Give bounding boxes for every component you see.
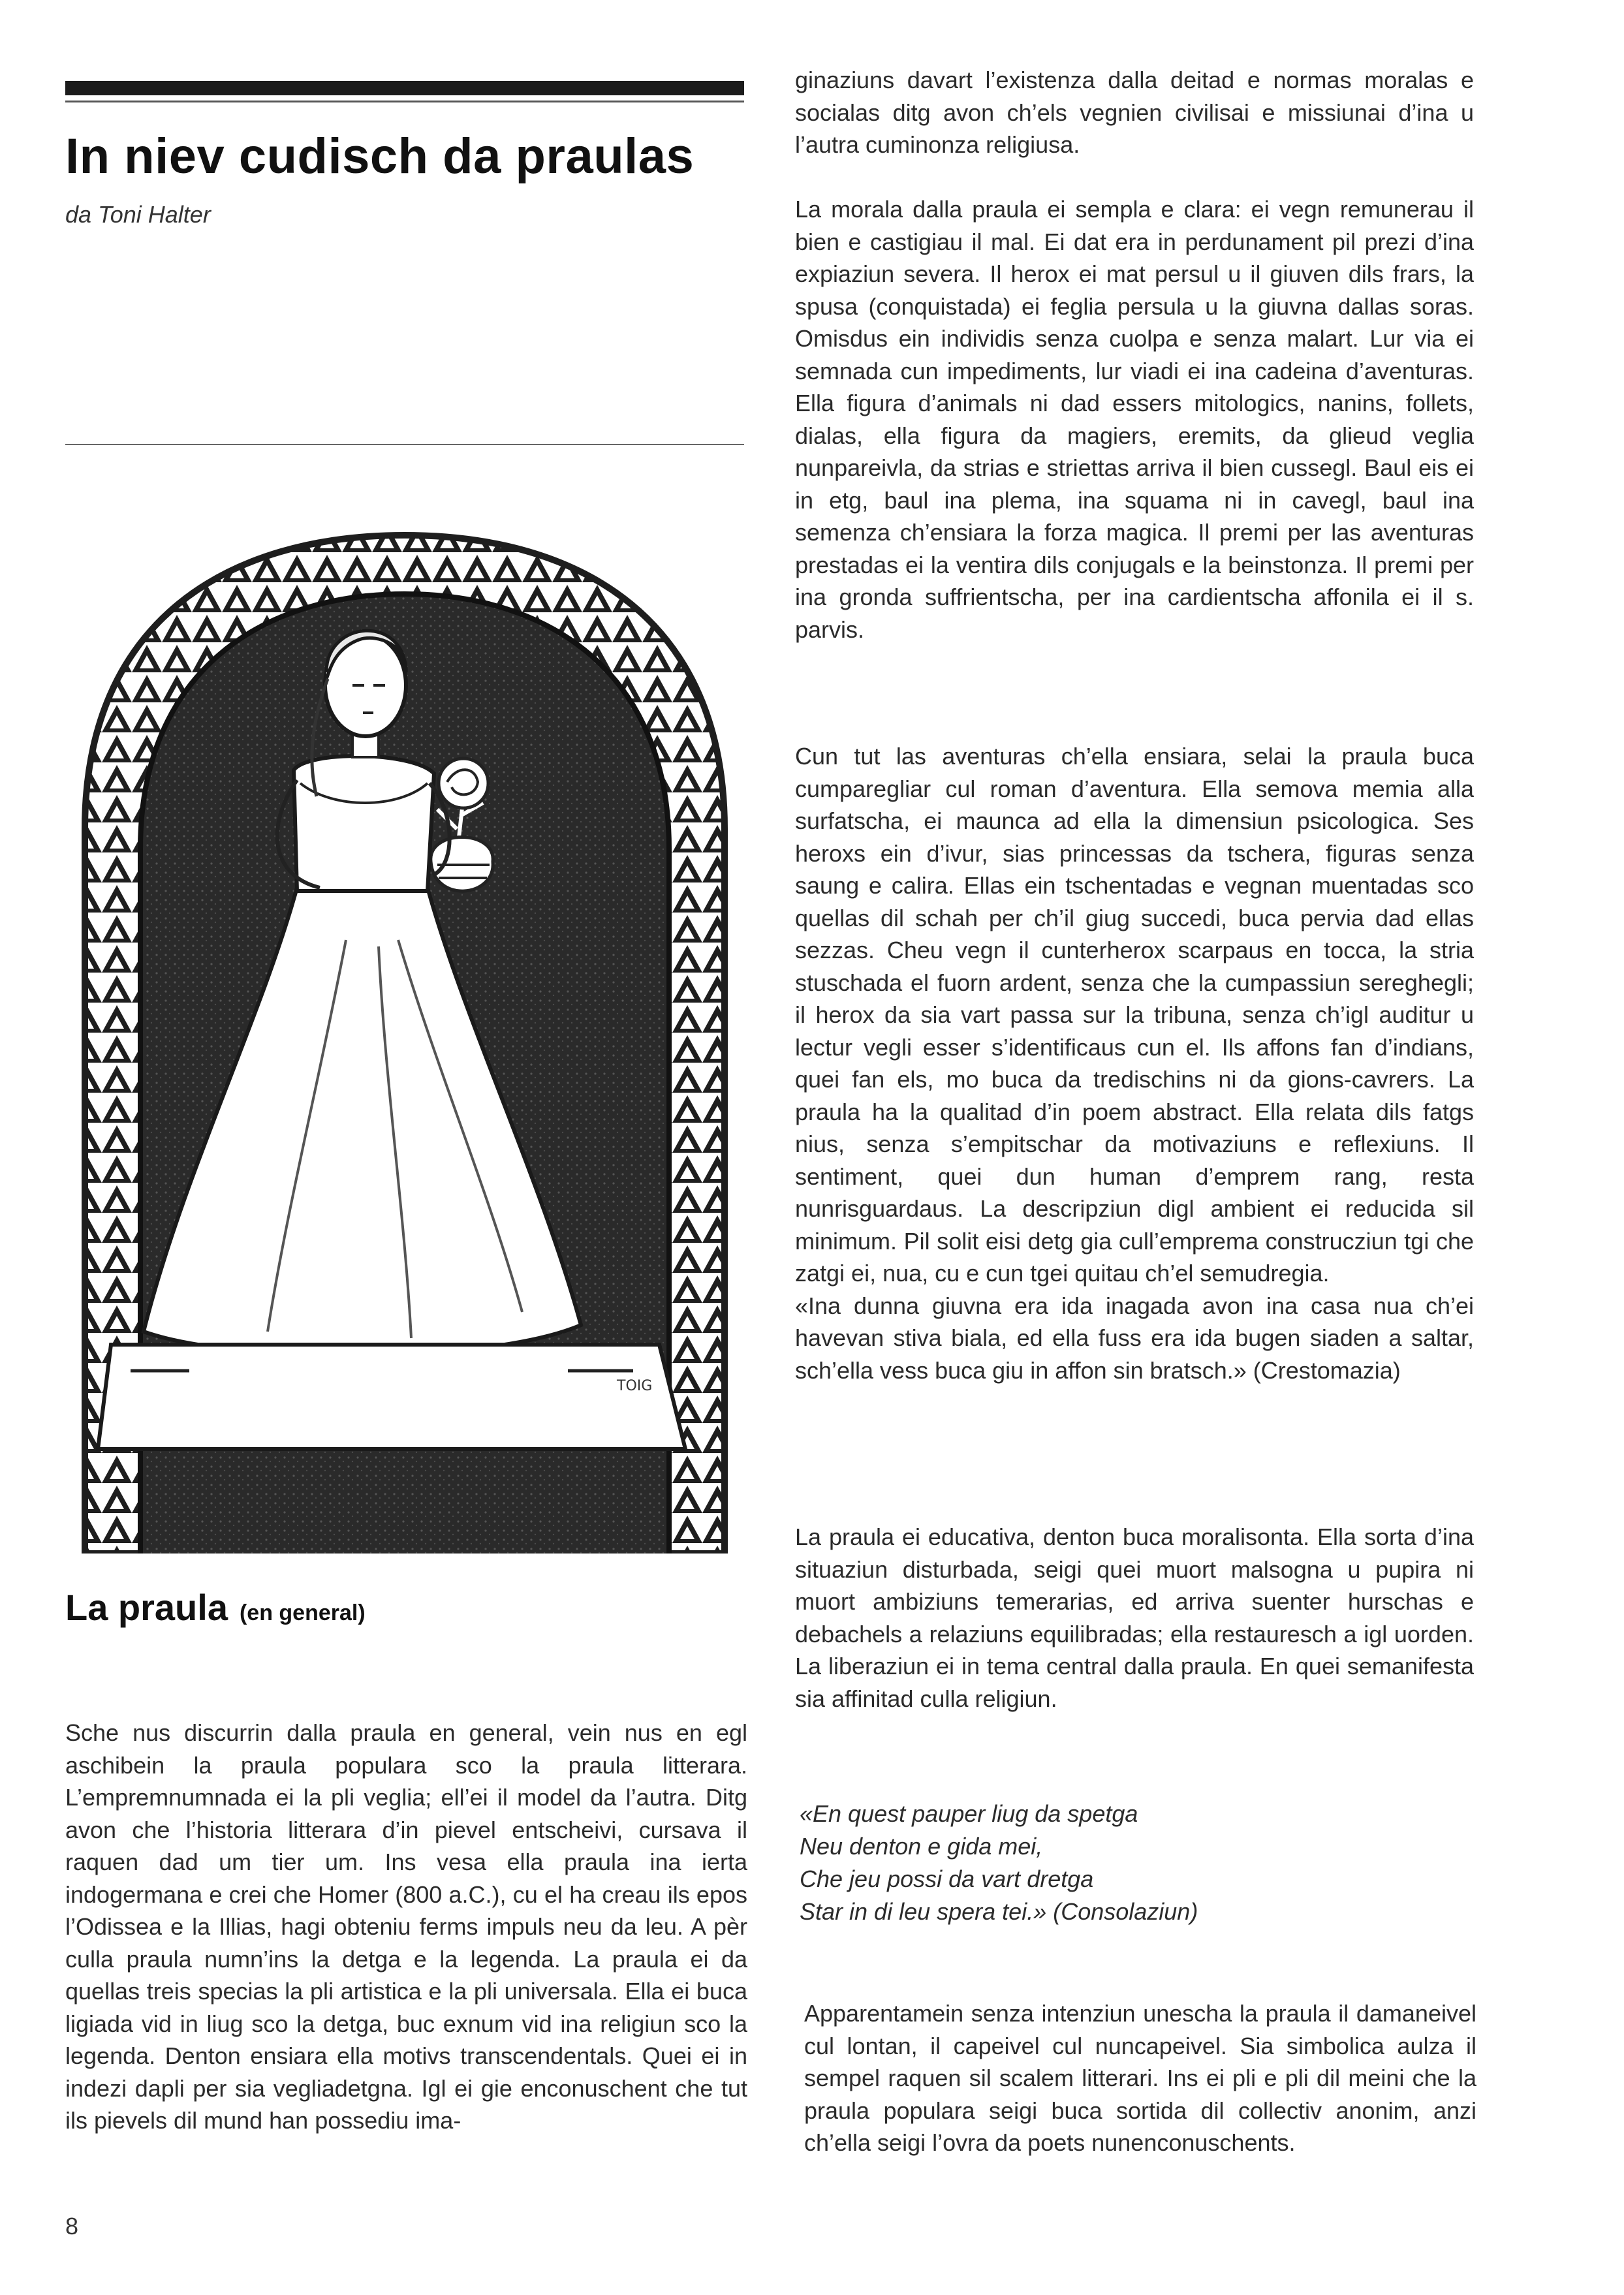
section-subtitle: (en general) [239,1600,366,1625]
page-number: 8 [65,2213,79,2240]
section-title: La praula [65,1587,228,1628]
poem-line: Neu denton e gida mei, [800,1833,1043,1860]
right-paragraph-3-body: Cun tut las aventuras ch’ella ensiara, selai la praula buca cumparegliar cul roman d’aventura. Ella semova memia alla surfatscha, ei maunca ad ella la dimensiun psicologica. Ses heroxs ein d’ivur, sias princessas da tschera, figuras senza saung e calira. Ellas ein tschentadas e vegnan muentadas sco quellas dil schah per ch’il giug succedi, buca pervia dad ellas sezzas. Cheu vegn il cunterherox scarpaus en tocca, la stria stuschada el fuorn ardent, senza che la cumpassiun sereghegli; il herox da sia vart passa sur la tribuna, senza ch’igl auditur u lectur vegli esser s’identificaus cun el. Ils affons fan d’indians, quei fan els, mo buca da tredischins ni da gions-cavrers. La praula ha la qualitad d’in poem abstract. Ella relata dils fatgs nius, senza s’empitschar da motivaziuns e reflexiuns. Il sentiment, quei dun human d’emprem rang, resta nunrisguardaus. La descripziun digl ambient ei reducida sil minimum. Pil solit eisi detg gia cull’emprema construcziun tgi che zatgi ei, nua, cu e cun tgei quitau ch’el semudregia. [795,743,1474,1287]
title-top-bar [65,81,744,95]
poem-consolaziun [800,1798,1478,1928]
author-byline: da Toni Halter [65,201,211,228]
title-top-rule [65,101,744,102]
poem-line: Che jeu possi da vart dretga [800,1866,1094,1892]
artist-signature: TOIG [617,1378,653,1394]
article-title: In niev cudisch da praulas [65,129,695,184]
poem-line: Star in di leu spera tei.» (Consolaziun) [800,1898,1198,1925]
right-paragraph-2: La morala dalla praula ei sempla e clara: ei vegn remunerau il bien e castigiau il mal. Ei dat era in perdunament pil prezi d’ina expiaziun severa. Il herox ei mat persul u il giuven dils frars, la spusa (conquistada) ei feglia persula u la giuvna dallas soras. Omisdus ein individis senza cuolpa e senza malart. Lur via ei semnada cun impediments, lur viadi ei ina cadeina d’aventuras. Ella figura d’animals ni dad essers mitologics, nanins, follets, dialas, ella figura da magiers, eremits, da glieud veglia nunpareivla, da strias e striettas arriva il bien cussegl. Baul eis ei in etg, baul ina plema, ina squama ni in cavegl, baul ina semenza ch’ensiara la forza magica. Il premi per las aventuras prestadas ei la ventira dils conjugals e la beinstonza. Il premi per ina gronda suffrientscha, per ina cardientscha affonila ei il s. parvis. [795,196,1474,643]
title-bottom-rule [65,444,744,445]
right-paragraph-3 [795,740,1474,1386]
right-paragraph-5: Apparentamein senza intenziun unescha la praula il damaneivel cul lontan, il capeivel cul nuncapeivel. Sia simbolica aulza il sempel raquen sil scalem litterari. Ins ei pli e pli dil meini che la praula populara seigi buca sortida dil collectiv anonim, anzi ch’ella seigi l’ovra da poets nunenconuschents. [804,2000,1476,2156]
quote-crestomazia: «Ina dunna giuvna era ida inagada avon ina casa nua ch’ei havevan stiva biala, ed ella fuss era ida bugen siaden a saltar, sch’ella vess buca giu in affon sin bratsch.» (Crestomazia) [795,1292,1474,1384]
left-paragraph-1: Sche nus discurrin dalla praula en general, vein nus en egl aschibein la praula populara sco la praula litterara. L’empremnumnada ei la pli veglia; ell’ei il model da l’autra. Ditg avon che l’historia litterara d’in pievel entscheivi, cursava il raquen dad um tier um. Ins vesa ella praula ina ierta indogermana e crei che Homer (800 a.C.), cu el ha creau ils epos l’Odissea e la Illias, hagi obteniu ferms impuls neu da leu. A pèr culla praula numn’ins la detga e la legenda. La praula ei da quellas treis specias la pli artistica e la pli universala. Ella ei buca ligiada vid in liug sco la detga, buc exnum vid ina religiun sco la legenda. Denton ensiara ella motivs transcendentals. Quei ei in indezi dapli per sia vegliadetgna. Igl ei gie enconuschent che tut ils pievels dil mund han possediu ima- [65,1719,747,2134]
left-column-text [65,1717,747,2137]
section-heading [65,1586,366,1629]
poem-line: «En quest pauper liug da spetga [800,1800,1138,1827]
right-paragraph-1: ginaziuns davart l’existenza dalla deitad e normas moralas e socialas ditg avon ch’els vegnien civilisai e missiunai d’ina u l’autra cuminonza religiusa. [795,67,1474,158]
woman-with-rose-icon [72,522,738,1553]
right-paragraph-4: La praula ei educativa, denton buca moralisonta. Ella sorta d’ina situaziun disturbada, seigi quei muort malsogna u pupira ni muort ambiziuns temerarias, ed arriva suenter hurschas e debachels a relaziuns equilibradas; ella restauresch a igl uorden. La liberaziun ei in tema central dalla praula. En quei semanifesta sia affinitad culla religiun. [795,1523,1474,1712]
